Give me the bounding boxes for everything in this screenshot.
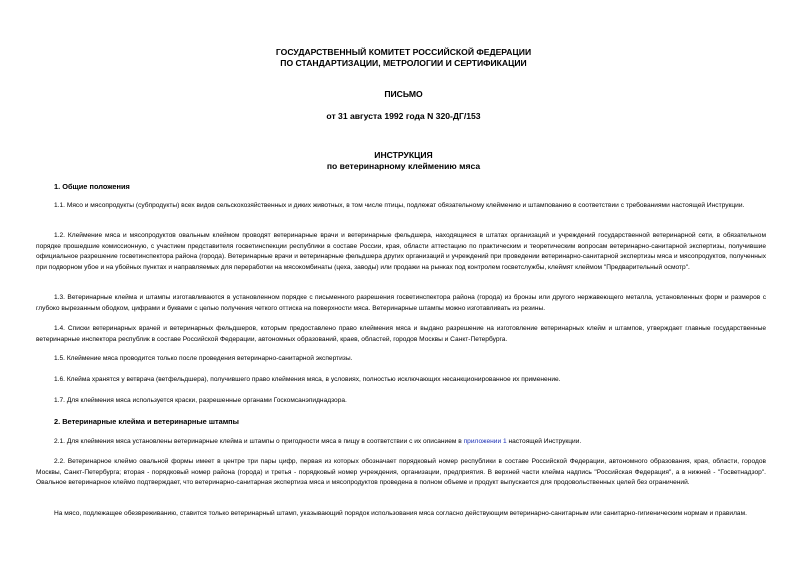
document-title: ИНСТРУКЦИЯ bbox=[374, 150, 433, 160]
org-name-line2: ПО СТАНДАРТИЗАЦИИ, МЕТРОЛОГИИ И СЕРТИФИКАЦИИ bbox=[280, 58, 527, 68]
paragraph-2-3: На мясо, подлежащее обезвреживанию, ставится только ветеринарный штамп, указывающий порядок использования мяса согласно действующим ветеринарно-санитарным или санитарно-гигиеническим нормам и правилам. bbox=[54, 510, 747, 517]
section-2-heading: 2. Ветеринарные клейма и ветеринарные штампы bbox=[54, 417, 239, 426]
paragraph-2-1-text: 2.1. Для клеймения мяса установлены ветеринарные клейма и штампы о пригодности мяса в пищу в соответствии с их описанием в bbox=[54, 438, 464, 445]
paragraph-1-6: 1.6. Клейма хранятся у ветврача (ветфельдшера), получившего право клеймения мяса, в условиях, полностью исключающих несанкционированное их применение. bbox=[54, 376, 561, 383]
paragraph-1-4: 1.4. Списки ветеринарных врачей и ветеринарных фельдшеров, которым предоставлено право клеймения мяса и выдано разрешение на изготовление ветеринарных клейм и штампов, утверждает главные государственные ветеринарные инспектора республик в составе Российской Федерации, автономных образований, краев, областей, городов Москвы и Санкт-Петербурга. bbox=[36, 325, 766, 343]
document-subtitle: по ветеринарному клеймению мяса bbox=[326, 161, 481, 171]
paragraph-2-1 bbox=[36, 437, 766, 448]
paragraph-1-3: 1.3. Ветеринарные клейма и штампы изготавливаются в установленном порядке с письменного разрешения госветинспектора района (города) из бронзы или другого нержавеющего металла, установленных форм и размеров с глубоко вырезанным ободком, цифрами и буквами с целью получения четкого оттиска на поверхности мяса. Ветеринарные штампы можно изготавливать из резины. bbox=[36, 294, 766, 312]
paragraph-2-2: 2.2. Ветеринарное клеймо овальной формы имеет в центре три пары цифр, первая из которых обозначает порядковый номер республики в составе Российской Федерации, автономного образования, края, области, городов Москвы, Санкт-Петербурга; вторая - порядковый номер района (города) и третья - порядковый номер учреждения, организации, предприятия. В верхней части клейма надпись "Российская Федерация", а в нижней - "Госветнадзор". Овальное ветеринарное клеймо подтверждает, что ветеринарно-санитарная экспертиза мяса и мясопродуктов проведена в полном объеме и продукт выпускается для продовольственных целей без ограничений. bbox=[36, 458, 766, 486]
paragraph-1-1: 1.1. Мясо и мясопродукты (субпродукты) всех видов сельскохозяйственных и диких животных, в том числе птицы, подлежат обязательному клеймению и штампованию в соответствии с требованиями настоящей Инструкции. bbox=[54, 202, 745, 209]
paragraph-1-7: 1.7. Для клеймения мяса используется краски, разрешенные органами Госкомсанэпиднадзора. bbox=[54, 397, 347, 404]
document-date: от 31 августа 1992 года N 320-ДГ/153 bbox=[326, 111, 481, 121]
paragraph-1-2: 1.2. Клеймение мяса и мясопродуктов овальным клеймом проводят ветеринарные врачи и ветеринарные фельдшера, находящиеся в штатах организаций и учреждений государственной ветеринарной сети, в обязательном порядке прошедшие комиссионную, с участием представителя госветинспекции республики в составе России, края, области аттестацию по практическим и теоретическим вопросам ветеринарно-санитарной экспертизы, получившие официальное разрешение госветинспектора района (города). Ветеринарные врачи и ветеринарные фельдшера других организаций и учреждений при проведении ветеринарно-санитарной экспертизы мяса и мясопродуктов, полученных при подворном убое и на убойных пунктах и направляемых для переработки на мясокомбинаты (цеха, заводы) или продажи на рынках под контролем госветслужбы, клеймят клеймом "Предварительный осмотр". bbox=[36, 232, 766, 271]
document-type: ПИСЬМО bbox=[384, 89, 423, 99]
section-1-heading: 1. Общие положения bbox=[54, 182, 130, 191]
org-name-line1: ГОСУДАРСТВЕННЫЙ КОМИТЕТ РОССИЙСКОЙ ФЕДЕРАЦИИ bbox=[275, 47, 532, 57]
paragraph-2-1-text-end: настоящей Инструкции. bbox=[506, 438, 582, 445]
appendix-1-link[interactable]: приложении 1 bbox=[463, 438, 507, 445]
paragraph-1-5: 1.5. Клеймение мяса проводится только после проведения ветеринарно-санитарной экспертизы. bbox=[54, 355, 353, 362]
